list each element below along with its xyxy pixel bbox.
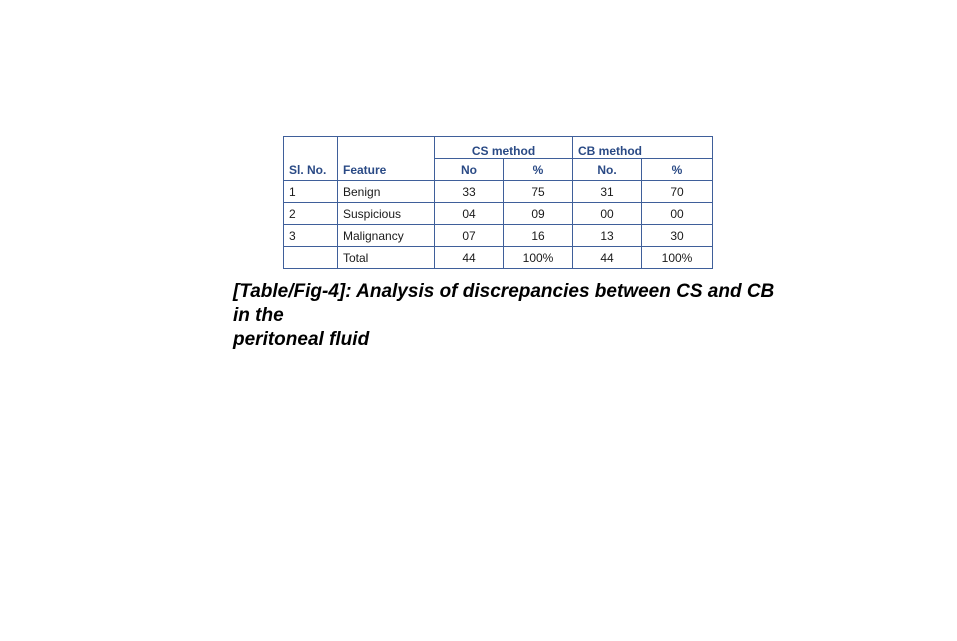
header-cs-pct: % [504,159,573,181]
caption-line-1: [Table/Fig-4]: Analysis of discrepancies between CS and CB [233,281,775,302]
cell-cs-no: 04 [435,203,504,225]
cell-cs-no: 33 [435,181,504,203]
cell-sl-no: 1 [284,181,338,203]
cell-sl-no: 2 [284,203,338,225]
cell-cs-pct: 09 [504,203,573,225]
header-cs-no: No [435,159,504,181]
header-feature: Feature [338,137,435,181]
table-row [284,203,713,225]
caption-line-3: peritoneal fluid [233,329,370,350]
cell-cb-pct: 30 [642,225,713,247]
cell-cs-no: 44 [435,247,504,269]
table-caption [233,280,853,352]
cell-cs-pct: 100% [504,247,573,269]
table-row-total [284,247,713,269]
cell-sl-no [284,247,338,269]
cell-cb-pct: 00 [642,203,713,225]
cell-cs-pct: 75 [504,181,573,203]
cell-cb-no: 31 [573,181,642,203]
discrepancy-table [283,136,713,269]
cell-cs-pct: 16 [504,225,573,247]
table-row [284,225,713,247]
cell-feature: Benign [338,181,435,203]
cell-cb-pct: 100% [642,247,713,269]
cell-cb-no: 13 [573,225,642,247]
header-cb-pct: % [642,159,713,181]
header-cs-method: CS method [435,137,573,159]
cell-sl-no: 3 [284,225,338,247]
header-cb-no: No. [573,159,642,181]
cell-cb-pct: 70 [642,181,713,203]
header-cb-method: CB method [573,137,713,159]
caption-line-2: in the [233,305,284,326]
cell-feature: Suspicious [338,203,435,225]
cell-feature: Malignancy [338,225,435,247]
cell-cb-no: 00 [573,203,642,225]
header-sl-no: Sl. No. [284,137,338,181]
header-row-top [284,137,713,159]
cell-cb-no: 44 [573,247,642,269]
cell-cs-no: 07 [435,225,504,247]
cell-feature: Total [338,247,435,269]
table-row [284,181,713,203]
